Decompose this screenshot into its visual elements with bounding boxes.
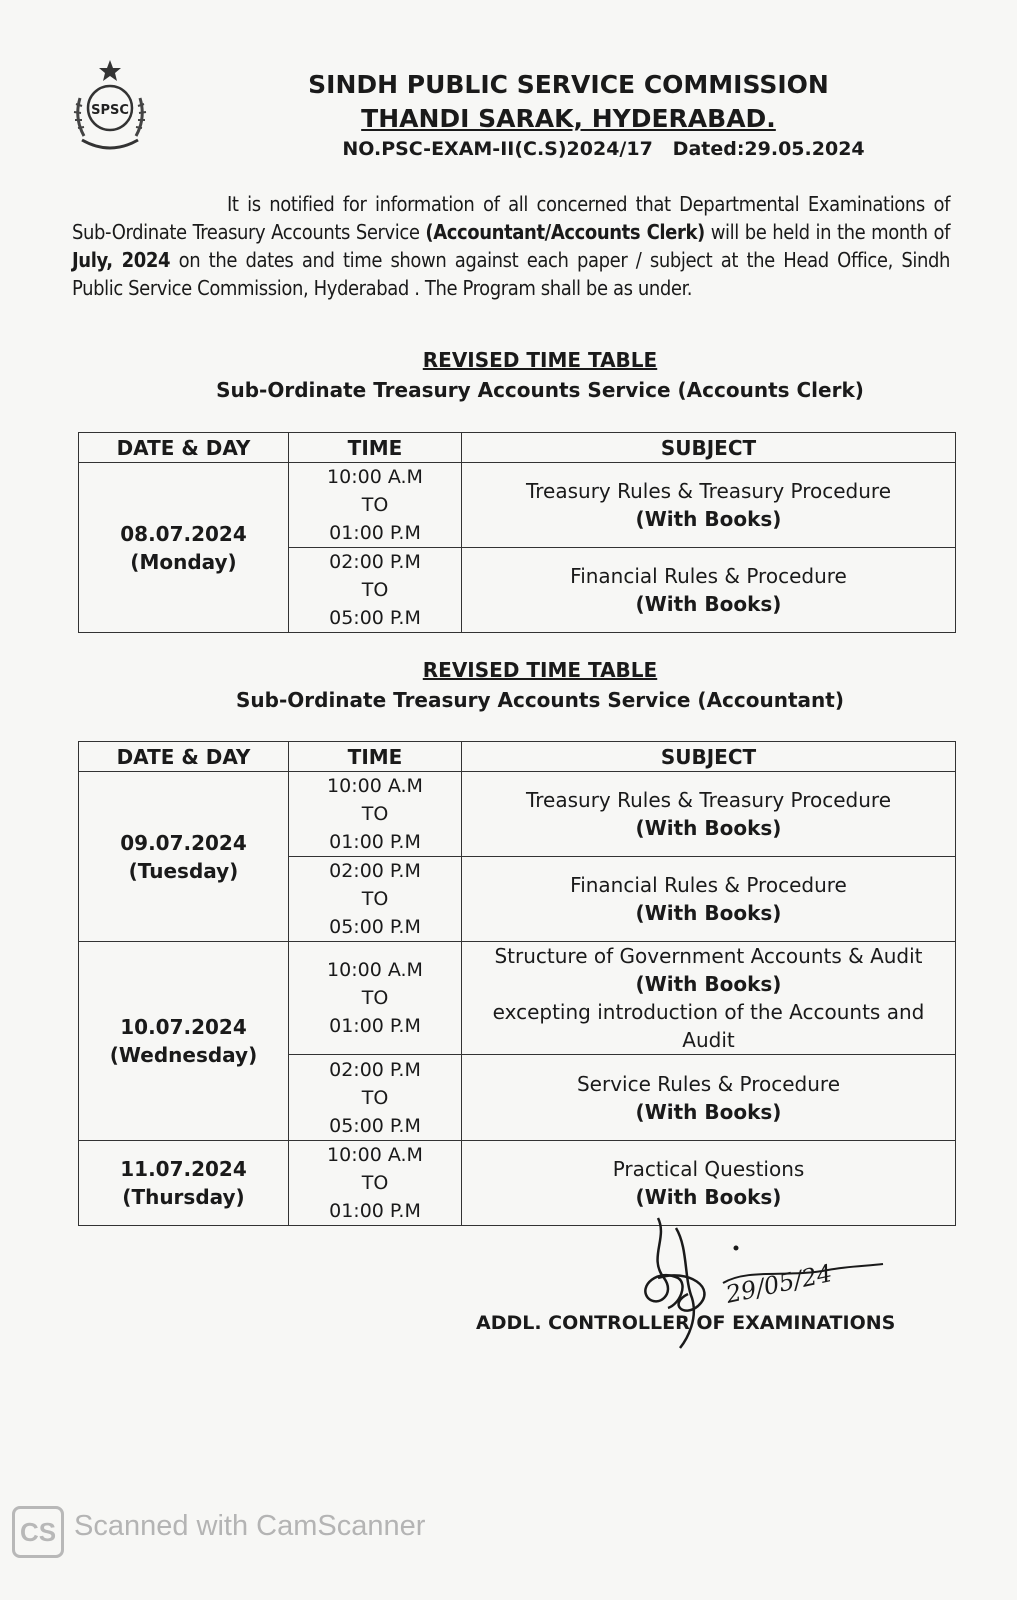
accounts-clerk-timetable	[78, 432, 956, 633]
time-cell: 02:00 P.M TO 05:00 P.M	[289, 548, 462, 633]
header-time: TIME	[289, 742, 462, 772]
date-cell: 11.07.2024 (Thursday)	[79, 1141, 289, 1226]
header-subject: SUBJECT	[462, 433, 956, 463]
camscanner-watermark: Scanned with CamScanner	[74, 1510, 426, 1542]
subject-cell: Structure of Government Accounts & Audit (With Books) excepting introduction of the Accounts and Audit	[462, 942, 956, 1055]
header-subject: SUBJECT	[462, 742, 956, 772]
table-row	[79, 942, 956, 1055]
signatory-title: ADDL. CONTROLLER OF EXAMINATIONS	[476, 1312, 896, 1334]
time-cell: 10:00 A.M TO 01:00 P.M	[289, 1141, 462, 1226]
table1-title: REVISED TIME TABLE	[422, 348, 658, 372]
time-cell: 10:00 A.M TO 01:00 P.M	[289, 942, 462, 1055]
table-row	[79, 463, 956, 548]
table1-subtitle: Sub-Ordinate Treasury Accounts Service (Accounts Clerk)	[216, 378, 864, 402]
table2-subtitle: Sub-Ordinate Treasury Accounts Service (Accountant)	[236, 688, 844, 712]
subject-cell: Service Rules & Procedure (With Books)	[462, 1055, 956, 1141]
header-date: DATE & DAY	[79, 742, 289, 772]
handwritten-signature	[628, 1208, 888, 1358]
accountant-timetable	[78, 741, 956, 1226]
time-cell: 02:00 P.M TO 05:00 P.M	[289, 1055, 462, 1141]
date-cell: 08.07.2024 (Monday)	[79, 463, 289, 633]
subject-cell: Financial Rules & Procedure (With Books)	[462, 548, 956, 633]
reference-date: Dated:29.05.2024	[672, 138, 865, 160]
reference-line	[0, 138, 1017, 160]
svg-text:29/05/24: 29/05/24	[723, 1259, 835, 1309]
camscanner-logo: CS	[12, 1506, 64, 1558]
time-cell: 10:00 A.M TO 01:00 P.M	[289, 772, 462, 857]
org-address: THANDI SARAK, HYDERABAD.	[361, 104, 776, 133]
reference-number: NO.PSC-EXAM-II(C.S)2024/17	[342, 138, 653, 160]
org-name: SINDH PUBLIC SERVICE COMMISSION	[308, 70, 829, 99]
subject-cell: Practical Questions (With Books)	[462, 1141, 956, 1226]
table2-title: REVISED TIME TABLE	[422, 658, 658, 682]
svg-text:SPSC: SPSC	[91, 103, 129, 118]
table-row	[79, 772, 956, 857]
time-cell: 10:00 A.M TO 01:00 P.M	[289, 463, 462, 548]
time-cell: 02:00 P.M TO 05:00 P.M	[289, 857, 462, 942]
subject-cell: Financial Rules & Procedure (With Books)	[462, 857, 956, 942]
subject-cell: Treasury Rules & Treasury Procedure (With Books)	[462, 772, 956, 857]
subject-cell: Treasury Rules & Treasury Procedure (With Books)	[462, 463, 956, 548]
table-header-row	[79, 742, 956, 772]
notice-paragraph: It is notified for information of all concerned that Departmental Examinations of Sub-Ordinate Treasury Accounts Service (Accountant/Accounts Clerk) will be held in the month of July, 2024 on the dates and time shown against each paper / subject at the Head Office, Sindh Public Service Commission, Hyderabad . The Program shall be as under.	[72, 192, 950, 300]
date-cell: 10.07.2024 (Wednesday)	[79, 942, 289, 1141]
header-time: TIME	[289, 433, 462, 463]
table-header-row	[79, 433, 956, 463]
header-date: DATE & DAY	[79, 433, 289, 463]
date-cell: 09.07.2024 (Tuesday)	[79, 772, 289, 942]
